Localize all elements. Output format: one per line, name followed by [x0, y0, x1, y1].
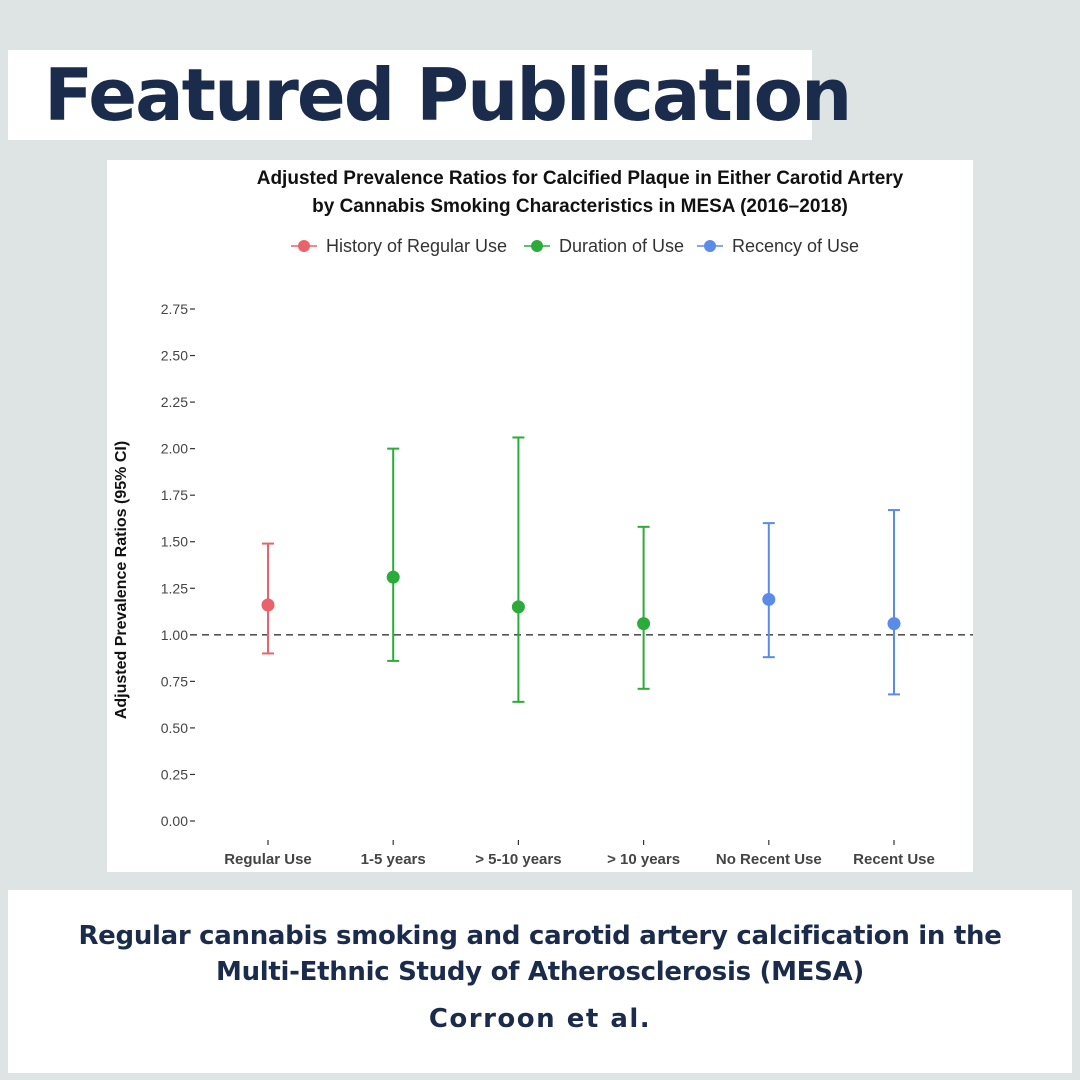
y-tick-label: 0.50 — [160, 719, 188, 736]
y-axis — [161, 301, 195, 829]
y-tick-label: 2.25 — [160, 394, 188, 411]
data-point — [637, 617, 650, 630]
data-point — [762, 593, 775, 606]
y-tick-label: 0.75 — [160, 673, 188, 690]
legend-marker — [298, 240, 310, 252]
y-axis-label: Adjusted Prevalence Ratios (95% CI) — [113, 440, 130, 720]
y-tick-label: 1.50 — [160, 533, 188, 550]
legend-marker — [531, 240, 543, 252]
y-tick-label: 1.75 — [160, 487, 188, 504]
y-tick-label: 1.00 — [160, 626, 188, 643]
publication-author: Corroon et al. — [428, 1004, 652, 1034]
x-tick-label: No Recent Use — [715, 851, 822, 868]
legend-label: Duration of Use — [559, 236, 685, 256]
y-tick-label: 0.25 — [160, 766, 188, 783]
x-tick-label: Recent Use — [853, 851, 935, 868]
publication-title-line-2: Multi-Ethnic Study of Atherosclerosis (MESA) — [216, 957, 864, 987]
data-marks — [262, 437, 901, 701]
publication-title-line-1: Regular cannabis smoking and carotid artery calcification in the — [78, 921, 1002, 951]
x-tick-label: Regular Use — [224, 851, 312, 868]
data-point — [888, 617, 901, 630]
legend-marker — [704, 240, 716, 252]
publication-title — [8, 918, 1072, 990]
chart-panel — [107, 160, 973, 872]
x-tick-label: > 5-10 years — [475, 851, 562, 868]
data-point — [387, 571, 400, 584]
y-tick-label: 2.50 — [160, 347, 188, 364]
banner-title: Featured Publication — [44, 53, 851, 137]
legend — [291, 236, 859, 256]
x-axis — [224, 840, 935, 868]
data-point — [512, 600, 525, 613]
y-tick-label: 2.75 — [160, 301, 188, 317]
y-tick-label: 2.00 — [160, 440, 188, 457]
chart-title-line-2: by Cannabis Smoking Characteristics in MESA (2016–2018) — [312, 196, 848, 217]
legend-label: Recency of Use — [732, 236, 860, 256]
chart-title-line-1: Adjusted Prevalence Ratios for Calcified Plaque in Either Carotid Artery — [256, 168, 904, 189]
error-bar-chart — [107, 160, 973, 872]
banner — [8, 50, 851, 140]
y-tick-label: 0.00 — [160, 813, 188, 829]
footer — [8, 890, 1072, 1073]
y-tick-label: 1.25 — [160, 580, 188, 597]
data-point — [262, 599, 275, 612]
x-tick-label: 1-5 years — [360, 851, 426, 868]
legend-label: History of Regular Use — [326, 236, 508, 256]
x-tick-label: > 10 years — [607, 851, 681, 868]
